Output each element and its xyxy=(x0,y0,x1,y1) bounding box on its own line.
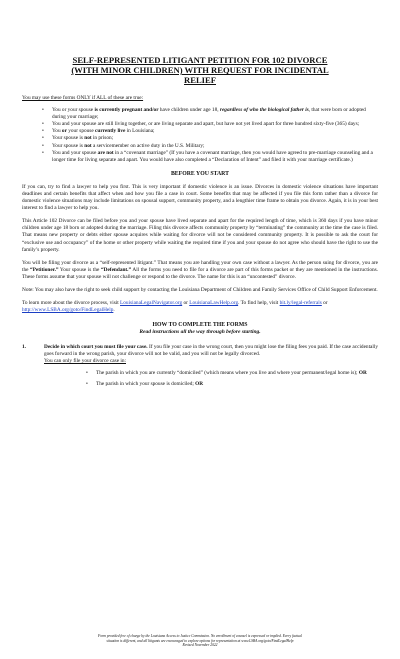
footer-line-2: situation is different, and all litigants are encouraged to explore options for representation at www.LSBA.org/goto/FindLegalHelp xyxy=(106,638,294,643)
requirement-item: • You and your spouse are not in a “covenant marriage” (If you have a covenant marriage, then you would have agreed to pre-marriage counseling and a longer time for living separate and apart. You would have also completed a “Declaration of Intent” and filed it with your marriage certificate.) xyxy=(42,150,378,164)
link-law-help[interactable]: LouisianaLawHelp.org xyxy=(189,300,239,307)
parish-option: • The parish in which your spouse is domiciled; OR xyxy=(86,381,378,388)
footer-line-1: Form provided free of charge by the Louisiana Access to Justice Commission. No enrollment of counsel is expressed or implied. Every factual xyxy=(98,634,302,638)
link-legal-referrals[interactable]: bit.ly/legal-referrals xyxy=(279,300,322,307)
paragraph-lawyer: If you can, try to find a lawyer to help you first. This is very important if domestic violence is an issue. Divorces in domestic violence situations have important deadlines and certain benefits that affect when and how you file a case in court. Some benefits that may be affected if you file this form rather than a divorce for domestic violence situations may include limitations on spousal support, community property, and a lengthier time frame to obtain you divorce. Again, it is in your best interest to find a lawyer to help you. xyxy=(22,183,378,212)
requirements-list xyxy=(42,107,378,164)
requirement-item: • Your spouse is not a servicemember on active duty in the U.S. Military; xyxy=(42,143,378,150)
footer-line-3: Revised November 2022 xyxy=(182,643,218,648)
before-you-start-heading: BEFORE YOU START xyxy=(170,170,230,177)
parish-options-list xyxy=(86,370,378,388)
step-number: 1. xyxy=(22,344,26,351)
how-to-complete-subheading: Read instructions all the way through before starting. xyxy=(139,329,261,336)
intro-text: You may use these forms ONLY if ALL of these are true: xyxy=(22,95,144,101)
paragraph-article-102: This Article 102 Divorce can be filed before you and your spouse have lived separate and apart for the required length of time, which is 360 days if you have minor children under age 18 born or adopted during the marriage. Filing this divorce affects community property by “terminating” the community at the time the case is filed. That means new property or debts either spouse acquires while waiting for divorce will not be considered community property. It is possible to ask the court for “exclusive use and occupancy” of the home or other property while waiting the required time if you and your spouse do not agree who should have the right to use the family’s property. xyxy=(22,218,378,253)
requirement-item: • You or your spouse currently live in Louisiana; xyxy=(42,128,378,135)
parish-option: • The parish in which you are currently “domiciled” (which means where you live and where your permanent/legal home is); OR xyxy=(86,370,378,377)
requirement-item: • You and your spouse are still living together, or are living separate and apart, but have not yet lived apart for three hundred sixty-five (365) days; xyxy=(42,121,378,128)
title-line-2: (WITH MINOR CHILDREN) WITH REQUEST FOR INCIDENTAL xyxy=(71,65,329,75)
link-lsba-find-help[interactable]: http://www.LSBA.org/goto/FindLegalHelp xyxy=(22,307,114,314)
requirement-item: • Your spouse is not in prison; xyxy=(42,135,378,142)
title-line-3: RELIEF xyxy=(184,75,216,85)
paragraph-child-support-note: Note: You may also have the right to seek child support by contacting the Louisiana Department of Children and Family Services Office of Child Support Enforcement. xyxy=(22,286,378,293)
paragraph-self-represented: You will be filing your divorce as a “self-represented litigant.” That means you are handling your own case without a lawyer. As the person suing for divorce, you are the “Petitioner.” Your spouse is the “Defendant.” All the forms you need to file for a divorce are part of this forms packet or they are mentioned in the instructions. These forms assume that your spouse will not challenge or respond to the divorce. The name for this is an “uncontested” divorce. xyxy=(22,259,379,280)
link-legal-navigator[interactable]: LouisianaLegalNavigator.org xyxy=(120,300,183,307)
document-title xyxy=(42,55,358,85)
how-to-complete-heading: HOW TO COMPLETE THE FORMS xyxy=(152,322,248,329)
step-1 xyxy=(22,344,378,391)
requirement-item: • You or your spouse is currently pregnant and/or have children under age 18, regardless of who the biological father is, that were born or adopted during your marriage; xyxy=(42,107,378,121)
paragraph-resources: To learn more about the divorce process, visit LouisianaLegalNavigator.org or LouisianaLawHelp.org. To find help, visit bit.ly/legal-referrals or http://www.LSBA.org/goto/FindLegalHelp. xyxy=(22,300,328,314)
page-footer xyxy=(22,634,378,648)
step-body: Decide in which court you must file your case. If you file your case in the wrong court, then you might lose the filing fees you paid. If the case accidentally goes forward in the wrong parish, your divorce will not be valid, and you will not be legally divorced. You can only file your divorce case in: • The parish in which you are currently “domiciled” (which means where you live and where your permanent/legal home is); OR • The parish in which your spouse is domiciled; OR xyxy=(44,344,378,391)
title-line-1: SELF-REPRESENTED LITIGANT PETITION FOR 102 DIVORCE xyxy=(72,55,328,65)
